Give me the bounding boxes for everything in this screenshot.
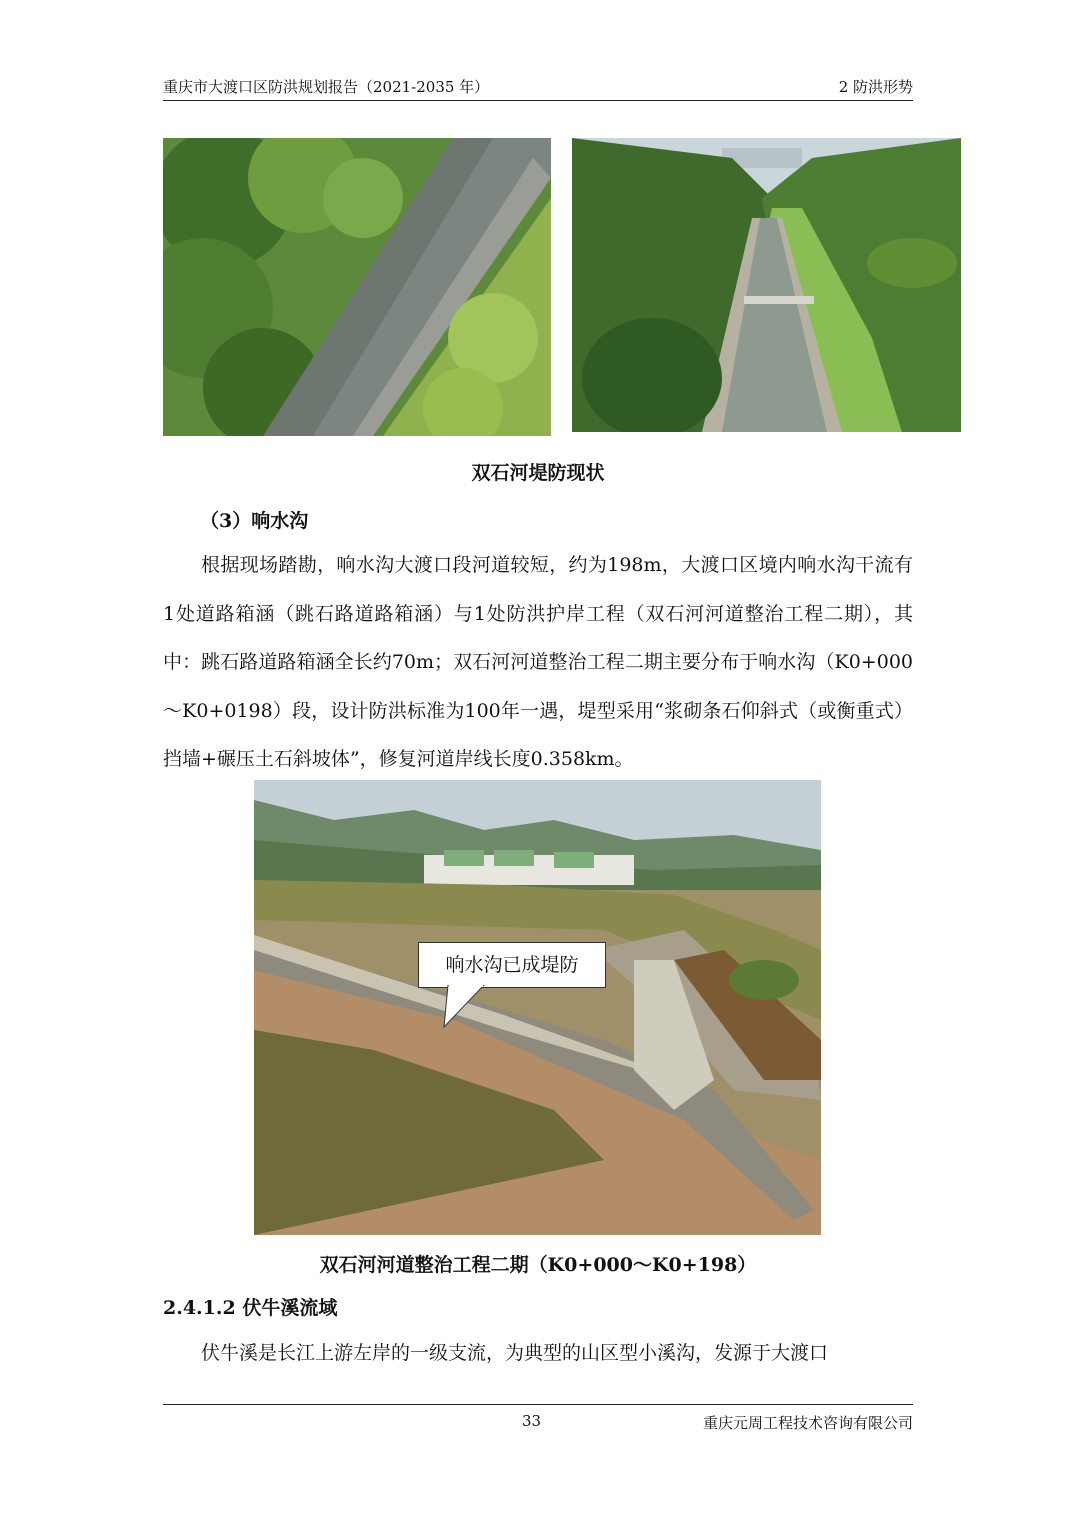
section3-paragraph: 根据现场踏勘，响水沟大渡口段河道较短，约为198m，大渡口区境内响水沟干流有1处道路箱涵（跳石路道路箱涵）与1处防洪护岸工程（双石河河道整治工程二期），其中：跳石路道路箱涵全长约70m；双石河河道整治工程二期主要分布于响水沟（K0+000～K0+0198）段，设计防洪标准为100年一遇，堤型采用“浆砌条石仰斜式（或衡重式）挡墙+碾压土石斜坡体”，修复河道岸线长度0.358km。 bbox=[163, 554, 913, 770]
page-header bbox=[163, 78, 913, 101]
embankment-callout: 响水沟已成堤防 bbox=[418, 942, 606, 988]
section3-heading: （3）响水沟 bbox=[200, 510, 309, 532]
footer-divider bbox=[163, 1404, 913, 1405]
figure1-caption: 双石河堤防现状 bbox=[471, 462, 605, 484]
section-2412-paragraph: 伏牛溪是长江上游左岸的一级支流，为典型的山区型小溪沟，发源于大渡口 bbox=[201, 1342, 829, 1364]
photo-embankment bbox=[254, 780, 821, 1235]
page-number: 33 bbox=[522, 1412, 542, 1430]
photo-river-valley bbox=[572, 138, 961, 432]
header-title: 重庆市大渡口区防洪规划报告（2021-2035 年） bbox=[163, 78, 490, 96]
section-2412-heading: 2.4.1.2 伏牛溪流域 bbox=[163, 1297, 338, 1319]
figure2-caption: 双石河河道整治工程二期（K0+000～K0+198） bbox=[319, 1254, 757, 1276]
header-chapter: 2 防洪形势 bbox=[838, 78, 913, 96]
footer-company: 重庆元周工程技术咨询有限公司 bbox=[702, 1414, 913, 1432]
photo-aerial-channel bbox=[163, 138, 551, 436]
callout-pointer bbox=[440, 985, 500, 1030]
